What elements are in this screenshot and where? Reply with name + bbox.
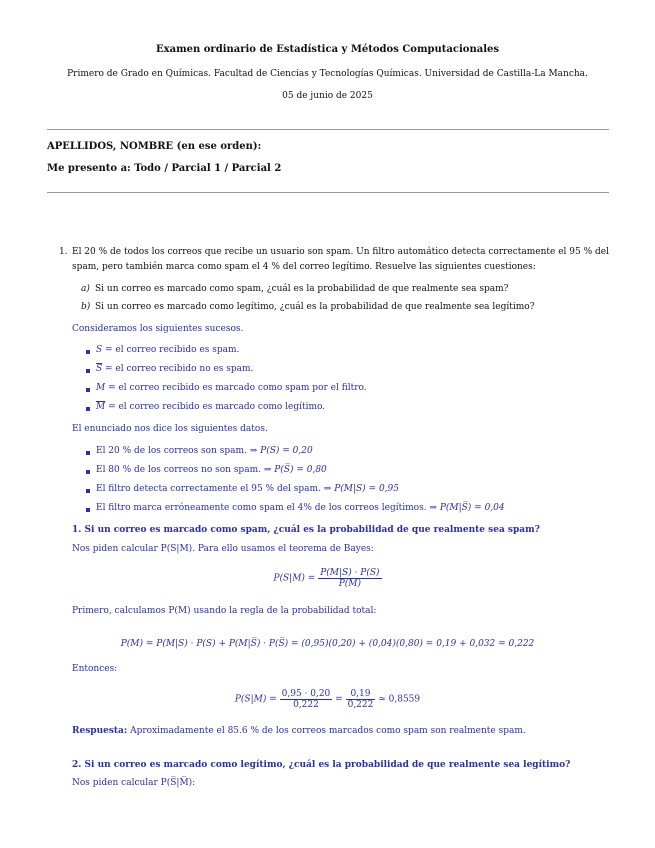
bullet-marker bbox=[86, 369, 90, 373]
divider-bottom bbox=[47, 192, 609, 193]
part1-heading: 1. Si un correo es marcado como spam, ¿cuál es la probabilidad de que realmente sea spam? bbox=[72, 525, 540, 535]
name-field-label: APELLIDOS, NOMBRE (en ese orden): bbox=[47, 141, 262, 152]
result-formula: P(S|M) = $\frac{0,95 \cdot 0,20}{0,222}$ = $\frac{0,19}{0,222}$ ≈ 0,8559 bbox=[234, 689, 421, 710]
event-item: M = el correo recibido es marcado como spam por el filtro. bbox=[96, 383, 367, 393]
problem-number: 1. bbox=[59, 247, 68, 257]
then-label: Entonces: bbox=[72, 664, 118, 674]
data-intro: El enunciado nos dice los siguientes datos. bbox=[72, 424, 268, 434]
bullet-marker bbox=[86, 350, 90, 354]
event-item: S = el correo recibido es spam. bbox=[96, 345, 240, 355]
data-item: El filtro detecta correctamente el 95 % del spam. ⇒ P(M|S) = 0,95 bbox=[96, 484, 399, 494]
divider-top bbox=[47, 129, 609, 130]
bullet-marker bbox=[86, 388, 90, 392]
data-item: El 80 % de los correos no son spam. ⇒ P(S̅) = 0,80 bbox=[96, 465, 327, 475]
bullet-marker bbox=[86, 508, 90, 512]
total-probability-intro: Primero, calculamos P(M) usando la regla de la probabilidad total: bbox=[72, 606, 377, 616]
bullet-marker bbox=[86, 489, 90, 493]
total-probability-equation: P(M) = P(M|S) · P(S) + P(M|S̅) · P(S̅) = (0,95)(0,20) + (0,04)(0,80) = 0,19 + 0,032 = 0,222 bbox=[120, 639, 535, 649]
problem-statement-line2: spam, pero también marca como spam el 4 % del correo legítimo. Resuelve las siguientes cuestiones: bbox=[72, 262, 536, 272]
bullet-marker bbox=[86, 470, 90, 474]
exam-title: Examen ordinario de Estadística y Métodos Computacionales bbox=[156, 44, 499, 55]
answer-line: Respuesta: Aproximadamente el 85.6 % de los correos marcados como spam son realmente spam. bbox=[72, 726, 526, 736]
question-b-text: Si un correo es marcado como legítimo, ¿cuál es la probabilidad de que realmente sea legítimo? bbox=[95, 302, 535, 312]
part1-intro: Nos piden calcular P(S|M). Para ello usamos el teorema de Bayes: bbox=[72, 544, 374, 554]
bayes-formula: P(S|M) = $\frac{P(M|S) \cdot P(S)}{P(M)}$ bbox=[273, 568, 380, 589]
event-item: $\overline{S}$ = el correo recibido no es spam. bbox=[96, 364, 254, 374]
bullet-marker bbox=[86, 407, 90, 411]
exam-subtitle: Primero de Grado en Químicas. Facultad de Ciencias y Tecnologías Químicas. Universidad de Castilla-La Mancha. bbox=[67, 69, 588, 79]
data-item: El filtro marca erróneamente como spam el 4% de los correos legítimos. ⇒ P(M|S̅) = 0,04 bbox=[96, 503, 505, 513]
question-a-text: Si un correo es marcado como spam, ¿cuál es la probabilidad de que realmente sea spam? bbox=[95, 284, 509, 294]
events-intro: Consideramos los siguientes sucesos. bbox=[72, 324, 244, 334]
part2-heading: 2. Si un correo es marcado como legítimo, ¿cuál es la probabilidad de que realmente sea legítimo? bbox=[72, 760, 571, 770]
event-item: $\overline{M}$ = el correo recibido es marcado como legítimo. bbox=[96, 402, 326, 412]
question-b-label: b) bbox=[81, 302, 91, 312]
problem-statement-line1: El 20 % de todos los correos que recibe un usuario son spam. Un filtro automático detecta correctamente el 95 % del bbox=[72, 247, 609, 257]
part2-intro: Nos piden calcular P(S̅|M̅): bbox=[72, 778, 196, 788]
data-item: El 20 % de los correos son spam. ⇒ P(S) = 0,20 bbox=[96, 446, 313, 456]
bullet-marker bbox=[86, 451, 90, 455]
exam-date: 05 de junio de 2025 bbox=[282, 91, 373, 101]
question-a-label: a) bbox=[81, 284, 90, 294]
present-options-label: Me presento a: Todo / Parcial 1 / Parcial 2 bbox=[47, 163, 282, 174]
